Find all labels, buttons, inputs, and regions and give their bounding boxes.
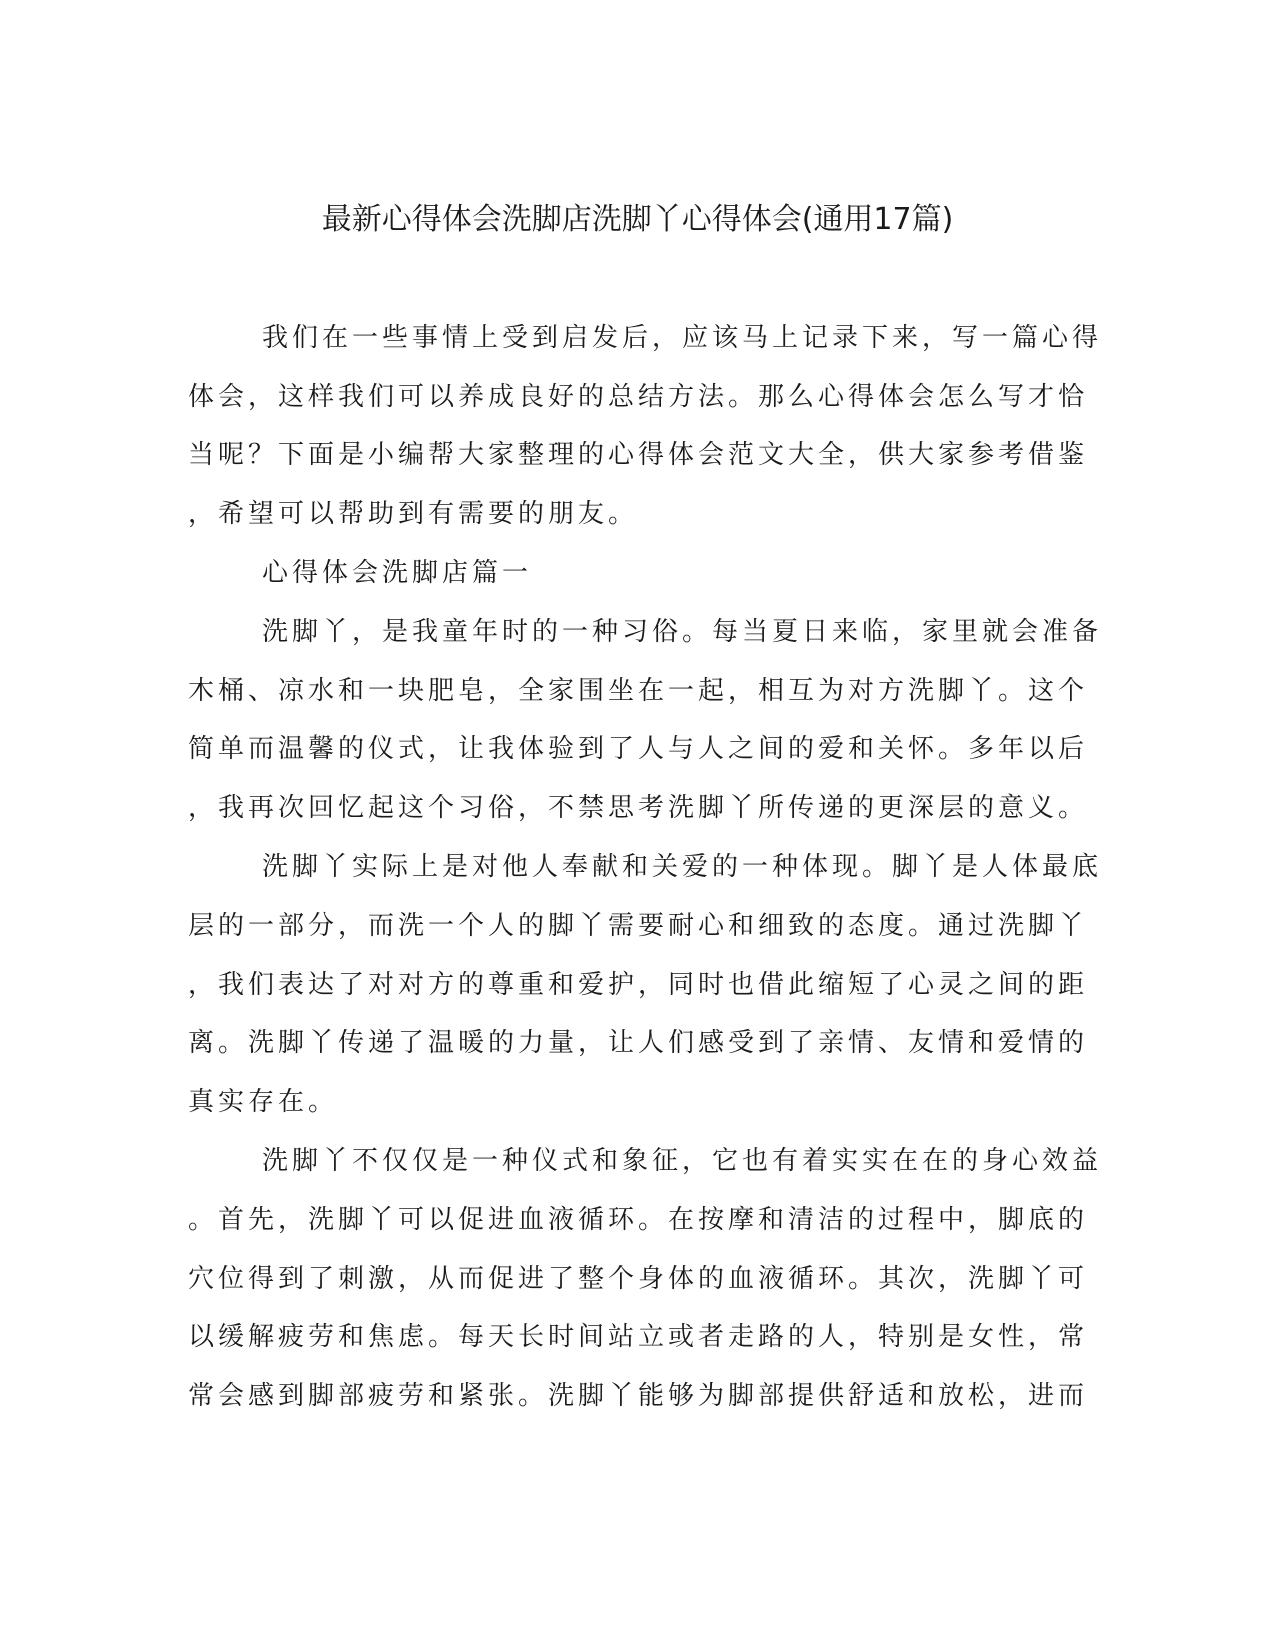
paragraph-line: 简单而温馨的仪式，让我体验到了人与人之间的爱和关怀。多年以后: [188, 734, 1089, 764]
section-heading: 心得体会洗脚店篇一: [262, 558, 533, 588]
paragraph-line: ，我们表达了对对方的尊重和爱护，同时也借此缩短了心灵之间的距: [188, 970, 1089, 1000]
paragraph-line: 真实存在。: [188, 1087, 339, 1117]
paragraph-line: 体会，这样我们可以养成良好的总结方法。那么心得体会怎么写才恰: [188, 382, 1089, 412]
paragraph-line: 常会感到脚部疲劳和紧张。洗脚丫能够为脚部提供舒适和放松，进而: [188, 1381, 1089, 1411]
paragraph-line: 我们在一些事情上受到启发后，应该马上记录下来，写一篇心得: [262, 323, 1103, 353]
paragraph-line: 洗脚丫实际上是对他人奉献和关爱的一种体现。脚丫是人体最底: [262, 852, 1103, 882]
paragraph-line: 穴位得到了刺激，从而促进了整个身体的血液循环。其次，洗脚丫可: [188, 1264, 1089, 1294]
paragraph-line: 洗脚丫，是我童年时的一种习俗。每当夏日来临，家里就会准备: [262, 617, 1103, 647]
paragraph-line: 层的一部分，而洗一个人的脚丫需要耐心和细致的态度。通过洗脚丫: [188, 911, 1089, 941]
paragraph-line: 。首先，洗脚丫可以促进血液循环。在按摩和清洁的过程中，脚底的: [188, 1205, 1089, 1235]
paragraph-line: 洗脚丫不仅仅是一种仪式和象征，它也有着实实在在的身心效益: [262, 1146, 1103, 1176]
paragraph-line: 以缓解疲劳和焦虑。每天长时间站立或者走路的人，特别是女性，常: [188, 1322, 1089, 1352]
paragraph-line: 当呢？下面是小编帮大家整理的心得体会范文大全，供大家参考借鉴: [188, 440, 1089, 470]
paragraph-line: ，我再次回忆起这个习俗，不禁思考洗脚丫所传递的更深层的意义。: [188, 793, 1089, 823]
paragraph-line: ，希望可以帮助到有需要的朋友。: [188, 499, 639, 529]
paragraph-line: 木桶、凉水和一块肥皂，全家围坐在一起，相互为对方洗脚丫。这个: [188, 676, 1089, 706]
paragraph-line: 离。洗脚丫传递了温暖的力量，让人们感受到了亲情、友情和爱情的: [188, 1028, 1089, 1058]
document-title: 最新心得体会洗脚店洗脚丫心得体会(通用17篇): [321, 202, 954, 237]
